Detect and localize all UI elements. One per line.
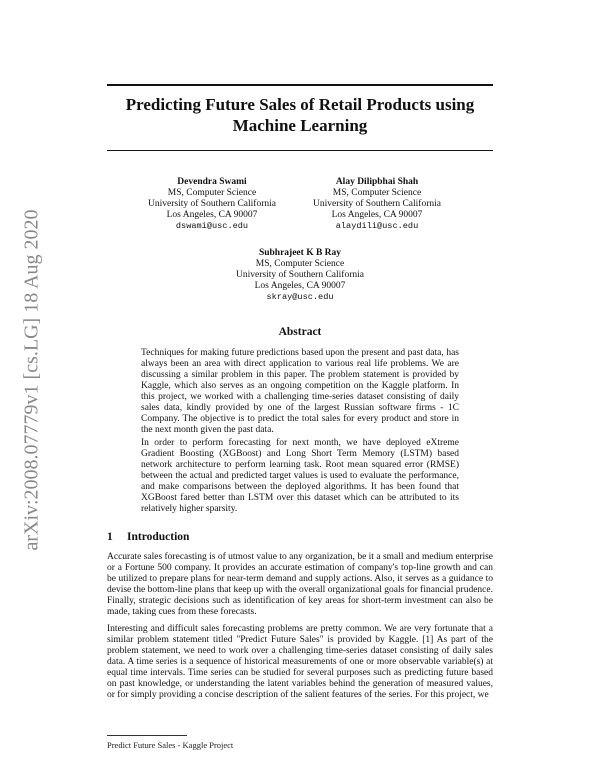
author-name: Alay Dilipbhai Shah	[335, 177, 419, 187]
paper-title: Predicting Future Sales of Retail Products using Machine Learning	[125, 95, 475, 135]
body-paragraph: Accurate sales forecasting is of utmost value to any organization, be it a small and medium enterprise or a Fortune 500 company. It provides an accurate estimation of company's top-line growth and can be utilized to prepare plans for near-term demand and supply actions. Also, it serves as a guidance to devise the bottom-line plans that keep up with the overall organizational goals for financial prudence. Finally, strategic decisions such as identification of key areas for short-term investment can also be made, taking cues from these forecasts.	[107, 552, 493, 617]
page-footer: Predict Future Sales - Kaggle Project	[107, 740, 234, 750]
title-top-rule	[107, 84, 493, 86]
author-location: Los Angeles, CA 90007	[254, 281, 346, 291]
author-email: dswami@usc.edu	[175, 221, 249, 231]
arxiv-identifier	[12, 200, 52, 560]
abstract-paragraph: Techniques for making future predictions based upon the present and past data, has always been an area with direct application to various real life problems. We are discussing a similar problem in this paper. The problem statement is provided by Kaggle, which also serves as an ongoing competition on the Kaggle platform. In this project, we worked with a challenging time-series dataset consisting of daily sales data, kindly provided by one of the largest Russian software firms - 1C Company. The objective is to predict the total sales for every product and store in the next month given the past data.	[141, 348, 459, 435]
arxiv-id-text: arXiv:2008.07779v1 [cs.LG] 18 Aug 2020	[20, 209, 43, 551]
author-location: Los Angeles, CA 90007	[331, 210, 423, 220]
title-bottom-rule	[107, 150, 493, 151]
section-body	[107, 552, 493, 707]
author-university: University of Southern California	[313, 199, 441, 209]
author-block-2	[277, 177, 477, 232]
abstract-body	[141, 348, 459, 517]
abstract-heading: Abstract	[278, 326, 322, 338]
author-location: Los Angeles, CA 90007	[166, 210, 258, 220]
author-block-3	[200, 248, 400, 303]
author-degree: MS, Computer Science	[167, 188, 257, 198]
author-university: University of Southern California	[148, 199, 276, 209]
body-paragraph: Interesting and difficult sales forecasting problems are pretty common. We are very fortunate that a similar problem statement titled "Predict Future Sales" is provided by Kaggle. [1] As part of the problem statement, we need to work over a challenging time-series dataset consisting of daily sales data. A time series is a sequence of historical measurements of one or more observable variable(s) at equal time intervals. Time series can be studied for several purposes such as predicting future based on past knowledge, or understanding the latent variables behind the generation of measured values, or for simply providing a concise description of the salient features of the series. For this project, we	[107, 624, 493, 700]
author-name: Devendra Swami	[177, 177, 247, 187]
abstract-paragraph: In order to perform forecasting for next month, we have deployed eXtreme Gradient Boosting (XGBoost) and Long Short Term Memory (LSTM) based network architecture to perform learning task. Root mean squared error (RMSE) between the actual and predicted target values is used to evaluate the performance, and make comparisons between the deployed algorithms. It has been found that XGBoost fared better than LSTM over this dataset which can be attributed to its relatively higher sparsity.	[141, 438, 459, 514]
footnote-rule	[107, 735, 187, 736]
author-name: Subhrajeet K B Ray	[258, 248, 342, 258]
section-title: Introduction	[127, 531, 190, 543]
author-degree: MS, Computer Science	[255, 259, 345, 269]
author-university: University of Southern California	[236, 270, 364, 280]
section-heading	[107, 531, 189, 543]
author-degree: MS, Computer Science	[332, 188, 422, 198]
author-email: alaydili@usc.edu	[335, 221, 419, 231]
section-number: 1	[107, 531, 113, 543]
author-email: skray@usc.edu	[266, 292, 334, 302]
